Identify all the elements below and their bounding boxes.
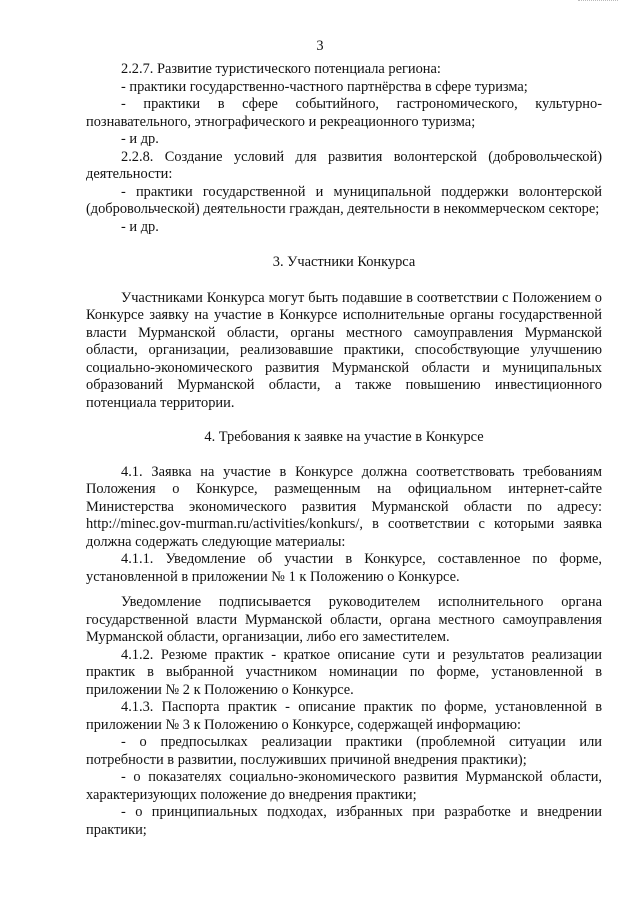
paragraph: 2.2.7. Развитие туристического потенциала региона: [121, 61, 441, 77]
spacer [86, 586, 602, 594]
spacer [86, 447, 602, 464]
paragraph: 4.1.3. Паспорта практик - описание практик по форме, установленной в приложении № 3 к Положению о Конкурсе, содержащей информацию: [86, 699, 602, 733]
paragraph: Участниками Конкурса могут быть подавшие в соответствии с Положением о Конкурсе заявку на участие в Конкурсе исполнительные органы государственной власти Мурманской области, органы местного самоуправления Мурманской области, организации, реализовавшие практики, способствующие улучшению социально-экономического развития Мурманской области и муниципальных образований Мурманской области, а также повышению инвестиционного потенциала территории. [86, 289, 602, 411]
page-number: 3 [316, 38, 324, 54]
paragraph: - о показателях социально-экономического развития Мурманской области, характеризующих положение до внедрения практики; [86, 769, 602, 803]
paragraph: - практики государственно-частного партнёрства в сфере туризма; [121, 78, 528, 95]
document-body [86, 61, 602, 839]
spacer [86, 236, 602, 254]
paragraph: 2.2.8. Создание условий для развития волонтерской (добровольческой) деятельности: [86, 148, 602, 182]
paragraph: 4.1.1. Уведомление об участии в Конкурсе, составленное по форме, установленной в приложении № 1 к Положению о Конкурсе. [86, 551, 602, 585]
paragraph: - и др. [121, 131, 159, 147]
paragraph: - практики в сфере событийного, гастрономического, культурно-познавательного, этнографического и рекреационного туризма; [86, 96, 602, 130]
spacer [86, 412, 602, 429]
section-heading: 4. Требования к заявке на участие в Конкурсе [204, 429, 484, 445]
spacer [86, 272, 602, 290]
paragraph: - о принципиальных подходах, избранных при разработке и внедрении практики; [86, 804, 602, 838]
scan-mark [578, 0, 618, 3]
section-heading: 3. Участники Конкурса [272, 254, 416, 270]
paragraph: Уведомление подписывается руководителем исполнительного органа государственной власти Мурманской области, органа местного самоуправления Мурманской области, организации, либо его заместителем. [86, 594, 602, 645]
paragraph: - о предпосылках реализации практики (проблемной ситуации или потребности в развитии, послуживших причиной внедрения практики); [86, 734, 602, 768]
paragraph: 4.1.2. Резюме практик - краткое описание сути и результатов реализации практик в выбранной участником номинации по форме, установленной в приложении № 2 к Положению о Конкурсе. [86, 646, 602, 698]
paragraph: - и др. [121, 218, 159, 235]
paragraph: 4.1. Заявка на участие в Конкурсе должна соответствовать требованиям Положения о Конкурсе, размещенным на официальном интернет-сайте Министерства экономического развития Мурманской области по адресу: http://minec.gov-murman.ru/activities/konkurs/, в соответствии с которыми заявка должна содержать следующие материалы: [86, 463, 602, 550]
paragraph: - практики государственной и муниципальной поддержки волонтерской (добровольческой) деятельности граждан, деятельности в некоммерческом секторе; [86, 183, 602, 217]
